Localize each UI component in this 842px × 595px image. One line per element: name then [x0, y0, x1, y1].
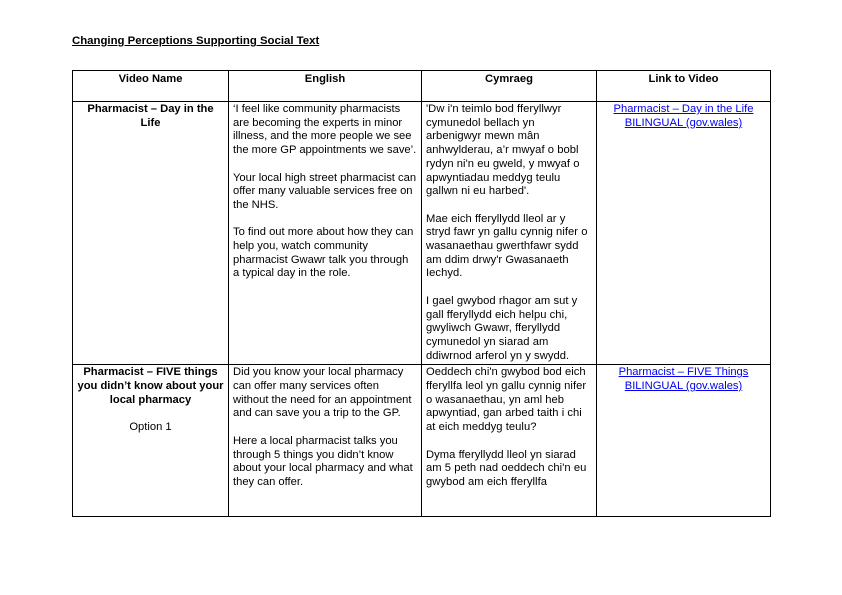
english-cell [229, 365, 422, 517]
table-row [73, 365, 771, 517]
video-name-cell [73, 365, 229, 517]
document-title: Changing Perceptions Supporting Social Text [72, 35, 320, 47]
header-cymraeg: Cymraeg [422, 71, 597, 102]
cymraeg-paragraph: I gael gwybod rhagor am sut y gall fferyllydd eich helpu chi, gwyliwch Gwawr, fferyllydd cymunedol yn siarad am ddiwrnod arferol yn y swydd. [426, 294, 578, 362]
english-paragraph: Your local high street pharmacist can offer many valuable services free on the NHS. [233, 171, 417, 211]
english-paragraph: Here a local pharmacist talks you through 5 things you didn’t know about your local pharmacy and what they can offer. [233, 434, 413, 488]
cymraeg-paragraph: Dyma fferyllydd lleol yn siarad am 5 peth nad oeddech chi'n eu gwybod am eich fferyllfa [426, 448, 587, 488]
table-row [73, 102, 771, 365]
table-header-row [73, 71, 771, 102]
cymraeg-paragraph: Oeddech chi'n gwybod bod eich fferyllfa leol yn gallu cynnig nifer o wasanaethau, yn aml heb apwyntiad, gan arbed taith i chi at eich meddyg teulu? [426, 366, 587, 434]
video-name-cell [73, 102, 229, 365]
english-cell [229, 102, 422, 365]
link-cell [597, 102, 771, 365]
video-link[interactable]: Pharmacist – Day in the Life BILINGUAL (gov.wales) [613, 103, 754, 129]
cymraeg-cell [422, 102, 597, 365]
header-english: English [229, 71, 422, 102]
header-link: Link to Video [597, 71, 771, 102]
video-table [72, 70, 771, 517]
english-paragraph: ‘I feel like community pharmacists are becoming the experts in minor illness, and the more people we see the more GP appointments we save’. [233, 103, 417, 157]
english-paragraph: Did you know your local pharmacy can offer many services often without the need for an appointment and can save you a trip to the GP. [233, 366, 412, 420]
cymraeg-cell [422, 365, 597, 517]
cymraeg-paragraph: 'Dw i'n teimlo bod fferyllwyr cymunedol bellach yn arbenigwyr mewn mân anhwylderau, a’r mwyaf o bobl rydyn ni'n eu gweld, y mwyaf o apwyntiadau meddyg teulu gallwn ni eu harbed'. [426, 103, 580, 198]
video-option-label: Option 1 [129, 421, 172, 434]
english-paragraph: To find out more about how they can help you, watch community pharmacist Gwawr talk you through a typical day in the role. [233, 226, 414, 280]
video-link[interactable]: Pharmacist – FIVE Things BILINGUAL (gov.wales) [618, 366, 749, 393]
video-name: Pharmacist – FIVE things you didn’t know about your local pharmacy [77, 366, 224, 406]
link-cell [597, 365, 771, 517]
video-name: Pharmacist – Day in the Life [87, 103, 214, 129]
header-video-name: Video Name [73, 71, 229, 102]
cymraeg-paragraph: Mae eich fferyllydd lleol ar y stryd fawr yn gallu cynnig nifer o wasanaethau gwerthfawr sydd am ddim drwy'r Gwasanaeth Iechyd. [426, 212, 588, 280]
